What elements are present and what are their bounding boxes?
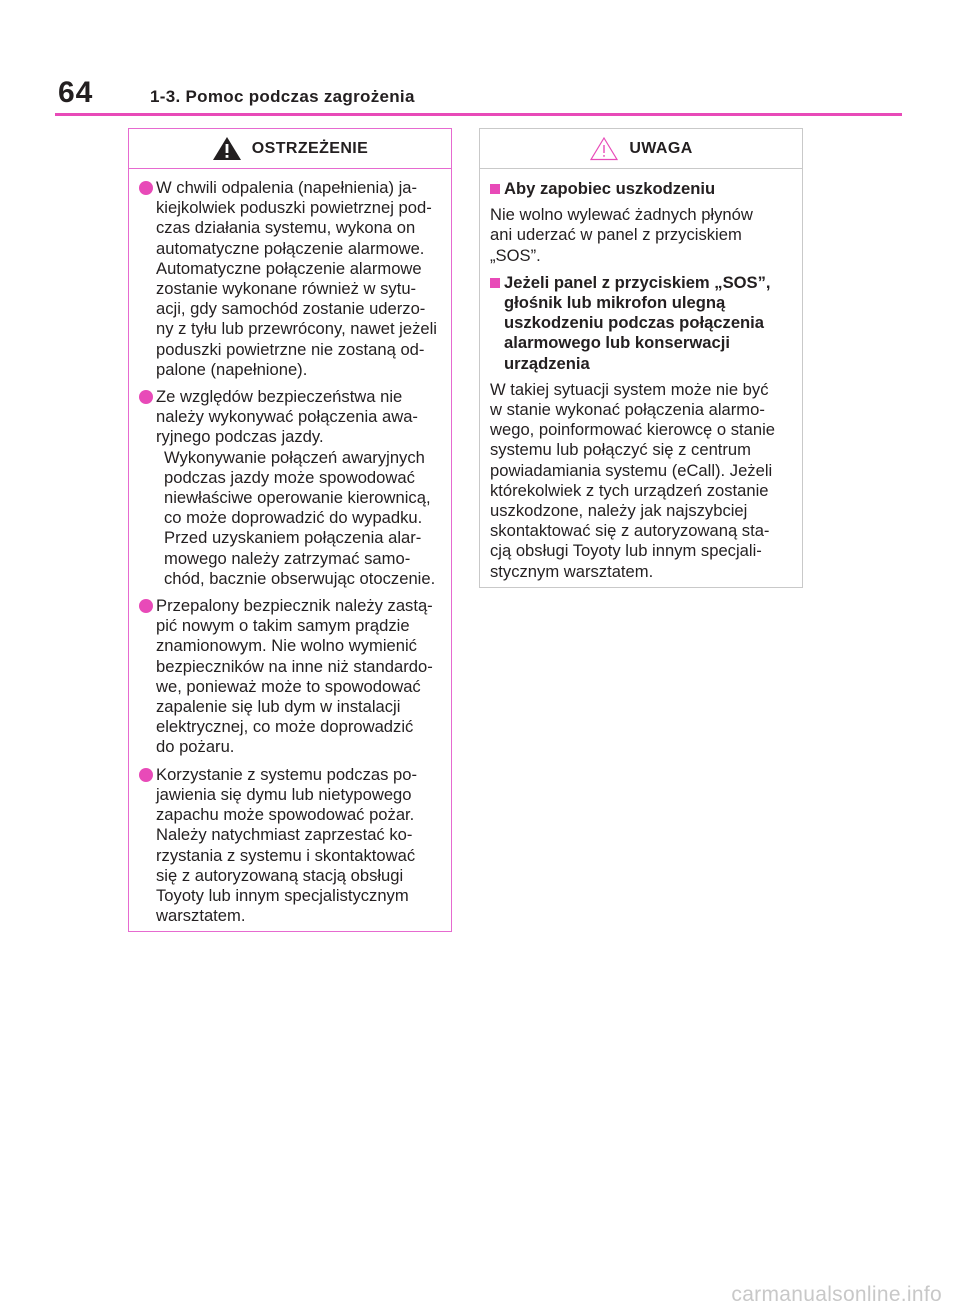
warning-title: OSTRZEŻENIE bbox=[251, 139, 369, 157]
warning-box bbox=[128, 128, 452, 932]
note-heading-text bbox=[504, 273, 794, 374]
text-line: Przepalony bezpiecznik należy zastą- bbox=[156, 596, 433, 616]
text-line: stycznym warsztatem. bbox=[490, 561, 654, 581]
text-line: powiadamiania systemu (eCall). Jeżeli bbox=[490, 460, 773, 480]
text-line: Jeżeli panel z przyciskiem „SOS”, bbox=[504, 272, 771, 292]
text-line: W takiej sytuacji system może nie być bbox=[490, 379, 769, 399]
text-line: wego, poinformować kierowcę o stanie bbox=[490, 420, 776, 440]
text-line: niewłaściwe operowanie kierownicą, bbox=[164, 488, 431, 508]
bullet-icon bbox=[139, 768, 153, 782]
text-line: elektrycznej, co może doprowadzić bbox=[156, 717, 414, 737]
text-line: Wykonywanie połączeń awaryjnych bbox=[164, 447, 425, 467]
text-line: urządzenia bbox=[504, 353, 590, 373]
text-line: podczas jazdy może spowodować bbox=[164, 467, 415, 487]
warning-item-text bbox=[156, 178, 443, 380]
header-rule bbox=[55, 113, 902, 116]
note-heading-text bbox=[504, 179, 794, 199]
page-number: 64 bbox=[58, 76, 94, 109]
note-section-heading bbox=[490, 179, 794, 199]
section-title: 1-3. Pomoc podczas zagrożenia bbox=[150, 87, 415, 106]
warning-header bbox=[129, 129, 451, 169]
text-line: alarmowego lub konserwacji bbox=[504, 333, 730, 353]
warning-item bbox=[139, 765, 443, 927]
caution-triangle-icon bbox=[589, 136, 619, 161]
text-line: do pożaru. bbox=[156, 737, 235, 757]
warning-item-detail bbox=[164, 448, 443, 589]
warning-body bbox=[129, 169, 451, 926]
text-line: rzystania z systemu i skontaktować bbox=[156, 845, 416, 865]
text-line: Ze względów bezpieczeństwa nie bbox=[156, 387, 403, 407]
text-line: w stanie wykonać połączenia alarmo- bbox=[490, 400, 765, 420]
text-line: pić nowym o takim samym prądzie bbox=[156, 616, 410, 636]
text-line: znamionowym. Nie wolno wymienić bbox=[156, 636, 417, 656]
text-line: bezpieczników na inne niż standardo- bbox=[156, 656, 433, 676]
note-header bbox=[480, 129, 802, 169]
text-line: ani uderzać w panel z przyciskiem bbox=[490, 225, 742, 245]
warning-item-text bbox=[156, 596, 443, 758]
text-line: acji, gdy samochód zostanie uderzo- bbox=[156, 299, 426, 319]
text-line: uszkodzeniu podczas połączenia bbox=[504, 313, 765, 333]
note-box bbox=[479, 128, 803, 588]
note-paragraph bbox=[490, 205, 794, 266]
note-paragraph bbox=[490, 380, 794, 582]
text-line: chód, bacznie obserwując otoczenie. bbox=[164, 568, 436, 588]
text-line: we, ponieważ może to spowodować bbox=[156, 676, 421, 696]
text-line: skontaktować się z autoryzowaną sta- bbox=[490, 521, 770, 541]
text-line: jawienia się dymu lub nietypowego bbox=[156, 784, 412, 804]
watermark: carmanualsonline.info bbox=[731, 1283, 942, 1306]
square-bullet-icon bbox=[490, 278, 500, 288]
text-line: „SOS”. bbox=[490, 245, 541, 265]
bullet-icon bbox=[139, 390, 153, 404]
text-line: Korzystanie z systemu podczas po- bbox=[156, 764, 418, 784]
note-title: UWAGA bbox=[629, 139, 693, 157]
text-line: palone (napełnione). bbox=[156, 359, 308, 379]
text-line: zostanie wykonane również w sytu- bbox=[156, 279, 417, 299]
text-line: czas działania systemu, wykona on bbox=[156, 218, 416, 238]
text-line: W chwili odpalenia (napełnienia) ja- bbox=[156, 178, 418, 197]
warning-item bbox=[139, 596, 443, 758]
text-line: automatyczne połączenie alarmowe. bbox=[156, 238, 425, 258]
text-line: uszkodzone, należy jak najszybciej bbox=[490, 501, 748, 521]
warning-item bbox=[139, 178, 443, 380]
text-line: Aby zapobiec uszkodzeniu bbox=[504, 179, 716, 198]
bullet-icon bbox=[139, 599, 153, 613]
note-section-heading bbox=[490, 273, 794, 374]
text-line: głośnik lub mikrofon ulegną bbox=[504, 293, 726, 313]
text-line: Przed uzyskaniem połączenia alar- bbox=[164, 528, 422, 548]
page-header bbox=[58, 76, 415, 110]
bullet-icon bbox=[139, 181, 153, 195]
text-line: zapachu może spowodować pożar. bbox=[156, 805, 415, 825]
text-line: poduszki powietrzne nie zostaną od- bbox=[156, 339, 425, 359]
warning-item-text bbox=[156, 765, 443, 927]
warning-item-text bbox=[156, 387, 443, 589]
text-line: Należy natychmiast zaprzestać ko- bbox=[156, 825, 413, 845]
text-line: co może doprowadzić do wypadku. bbox=[164, 508, 423, 528]
text-line: ryjnego podczas jazdy. bbox=[156, 427, 324, 447]
text-line: Automatyczne połączenie alarmowe bbox=[156, 258, 422, 278]
square-bullet-icon bbox=[490, 184, 500, 194]
note-body bbox=[480, 169, 802, 582]
warning-triangle-icon bbox=[212, 136, 242, 161]
text-line: Toyoty lub innym specjalistycznym bbox=[156, 885, 409, 905]
text-line: cją obsługi Toyoty lub innym specjali- bbox=[490, 541, 762, 561]
warning-item bbox=[139, 387, 443, 589]
text-line: systemu lub połączyć się z centrum bbox=[490, 440, 751, 460]
text-line: warsztatem. bbox=[156, 906, 246, 926]
text-line: Nie wolno wylewać żadnych płynów bbox=[490, 205, 753, 225]
text-line: zapalenie się lub dym w instalacji bbox=[156, 697, 401, 717]
text-line: którekolwiek z tych urządzeń zostanie bbox=[490, 480, 769, 500]
text-line: ny z tyłu lub przewrócony, nawet jeżeli bbox=[156, 319, 437, 339]
text-line: mowego należy zatrzymać samo- bbox=[164, 548, 411, 568]
text-line: należy wykonywać połączenia awa- bbox=[156, 407, 418, 427]
text-line: kiejkolwiek poduszki powietrznej pod- bbox=[156, 198, 432, 218]
text-line: się z autoryzowaną stacją obsługi bbox=[156, 865, 404, 885]
